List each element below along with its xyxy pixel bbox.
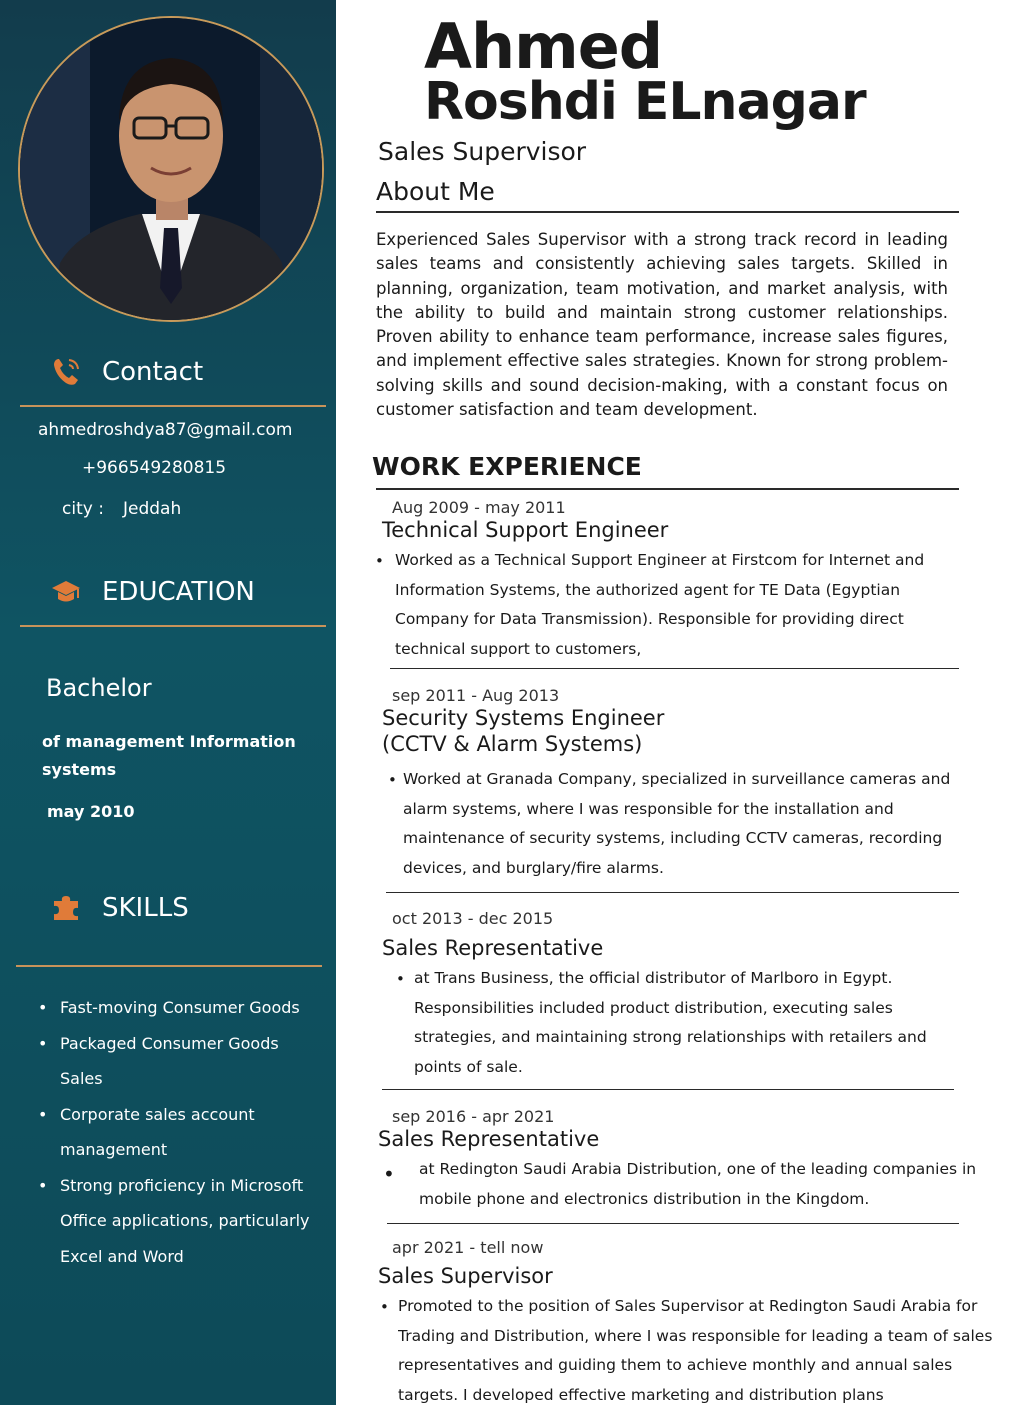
bullet-dot: • (380, 1298, 389, 1316)
job-description: Worked as a Technical Support Engineer at Firstcom for Internet and Information Systems, the authorized agent for TE Data (Egyptian Company for Data Transmission). Responsible for providing direct technical support to customers, (395, 551, 925, 659)
job-title: Sales Representative (382, 936, 604, 960)
job-title: Technical Support Engineer (382, 518, 669, 542)
job-description: Promoted to the position of Sales Supervisor at Redington Saudi Arabia for Trading and Distribution, where I was responsible for leading a team of sales representatives and guiding them to achieve monthly and annual sales targets. I developed effective marketing and distribution plans (398, 1297, 993, 1405)
skill-item: • Fast-moving Consumer Goods (38, 990, 323, 1026)
job-divider (387, 1223, 959, 1224)
about-heading: About Me (376, 177, 495, 206)
contact-heading (50, 356, 203, 388)
about-text: Experienced Sales Supervisor with a strong track record in leading sales teams and consistently achieving sales targets. Skilled in planning, organization, team motivation, and market analysis, with the ability to build and maintain strong customer relationships. Proven ability to enhance team performance, increase sales figures, and implement effective sales strategies. Known for strong problem-solving skills and sound decision-making, with a constant focus on customer satisfaction and team development. (376, 230, 948, 420)
work-divider (376, 488, 959, 490)
job-title-line1: Security Systems Engineer (382, 706, 665, 730)
job-date: apr 2021 - tell now (392, 1238, 544, 1257)
puzzle-icon (50, 892, 82, 924)
contact-heading-label: Contact (102, 357, 204, 387)
skills-heading-label: SKILLS (102, 893, 189, 923)
education-heading (50, 576, 255, 608)
skill-item: • Corporate sales account management (38, 1097, 323, 1168)
job-divider (382, 1089, 954, 1090)
education-field-line1: of management Information (42, 732, 296, 751)
job-title-headline: Sales Supervisor (378, 137, 587, 166)
job-description: at Trans Business, the official distributor of Marlboro in Egypt. Responsibilities included product distribution, executing sales strategies, and maintaining strong relationships with retailers and points of sale. (414, 969, 927, 1077)
bullet-dot: • (375, 552, 384, 570)
bullet-dot: • (396, 970, 405, 988)
job-description: Worked at Granada Company, specialized in surveillance cameras and alarm systems, where I was responsible for the installation and maintenance of security systems, including CCTV cameras, recording devices, and burglary/fire alarms. (403, 770, 951, 878)
job-divider (386, 892, 959, 893)
about-divider (376, 211, 959, 213)
education-field-line2: systems (42, 760, 117, 779)
job-title: Sales Supervisor (378, 1264, 553, 1288)
first-name: Ahmed (424, 10, 663, 83)
profile-photo (18, 16, 324, 322)
education-heading-label: EDUCATION (102, 577, 255, 607)
education-degree: Bachelor (46, 674, 152, 702)
last-name: Roshdi ELnagar (424, 72, 866, 132)
skill-item: • Packaged Consumer Goods Sales (38, 1026, 323, 1097)
job-description: at Redington Saudi Arabia Distribution, one of the leading companies in mobile phone and electronics distribution in the Kingdom. (419, 1160, 977, 1208)
job-date: sep 2016 - apr 2021 (392, 1107, 555, 1126)
skills-divider (16, 965, 322, 967)
job-date: sep 2011 - Aug 2013 (392, 686, 560, 705)
profile-photo-illustration (20, 18, 322, 320)
graduation-cap-icon (50, 576, 82, 608)
skills-heading (50, 892, 189, 924)
job-title: Sales Representative (378, 1127, 600, 1151)
education-date: may 2010 (47, 802, 135, 821)
contact-city-label: city : (62, 499, 104, 519)
job-date: Aug 2009 - may 2011 (392, 498, 566, 517)
skills-list (38, 990, 323, 1274)
contact-phone[interactable]: +966549280815 (82, 458, 227, 478)
contact-city: Jeddah (123, 499, 182, 519)
job-divider (390, 668, 959, 669)
phone-icon (50, 356, 82, 388)
work-heading: WORK EXPERIENCE (372, 452, 642, 481)
contact-email[interactable]: ahmedroshdya87@gmail.com (38, 420, 293, 440)
job-date: oct 2013 - dec 2015 (392, 909, 554, 928)
education-divider (20, 625, 326, 627)
skill-item: • Strong proficiency in Microsoft Office applications, particularly Excel and Word (38, 1168, 323, 1275)
bullet-dot: • (388, 771, 397, 789)
sidebar (0, 0, 336, 1405)
job-title-line2: (CCTV & Alarm Systems) (382, 732, 643, 756)
contact-divider (20, 405, 326, 407)
bullet-dot: • (383, 1162, 395, 1186)
